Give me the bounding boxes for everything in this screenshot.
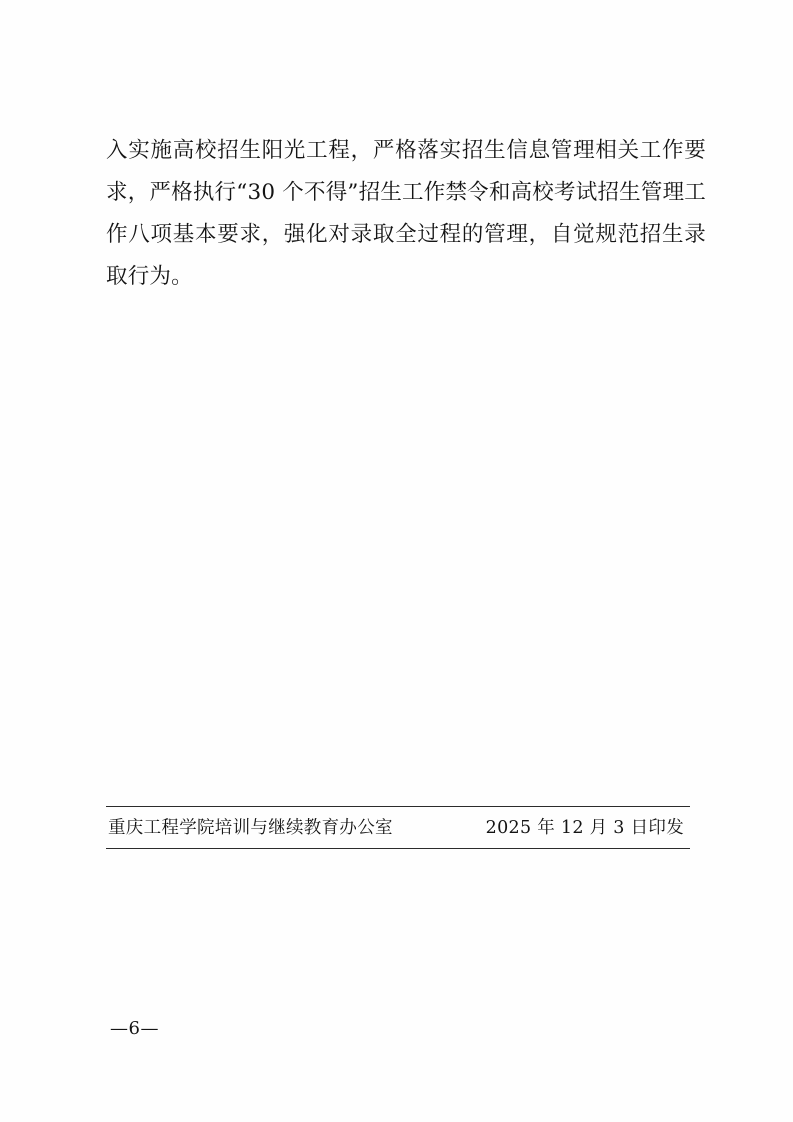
footer-issuer: 重庆工程学院培训与继续教育办公室 [108, 818, 393, 838]
footer-row [106, 807, 690, 848]
body-paragraph: 入实施高校招生阳光工程，严格落实招生信息管理相关工作要求，严格执行“30 个不得”招生工作禁令和高校考试招生管理工作八项基本要求，强化对录取全过程的管理，自觉规范招生录取行为。 [106, 138, 706, 289]
body-text-area [106, 130, 706, 298]
footer-bottom-rule [106, 848, 690, 849]
document-footer [106, 806, 690, 849]
page-number: —6— [110, 1018, 159, 1039]
footer-issue-date: 2025 年 12 月 3 日印发 [485, 818, 684, 838]
